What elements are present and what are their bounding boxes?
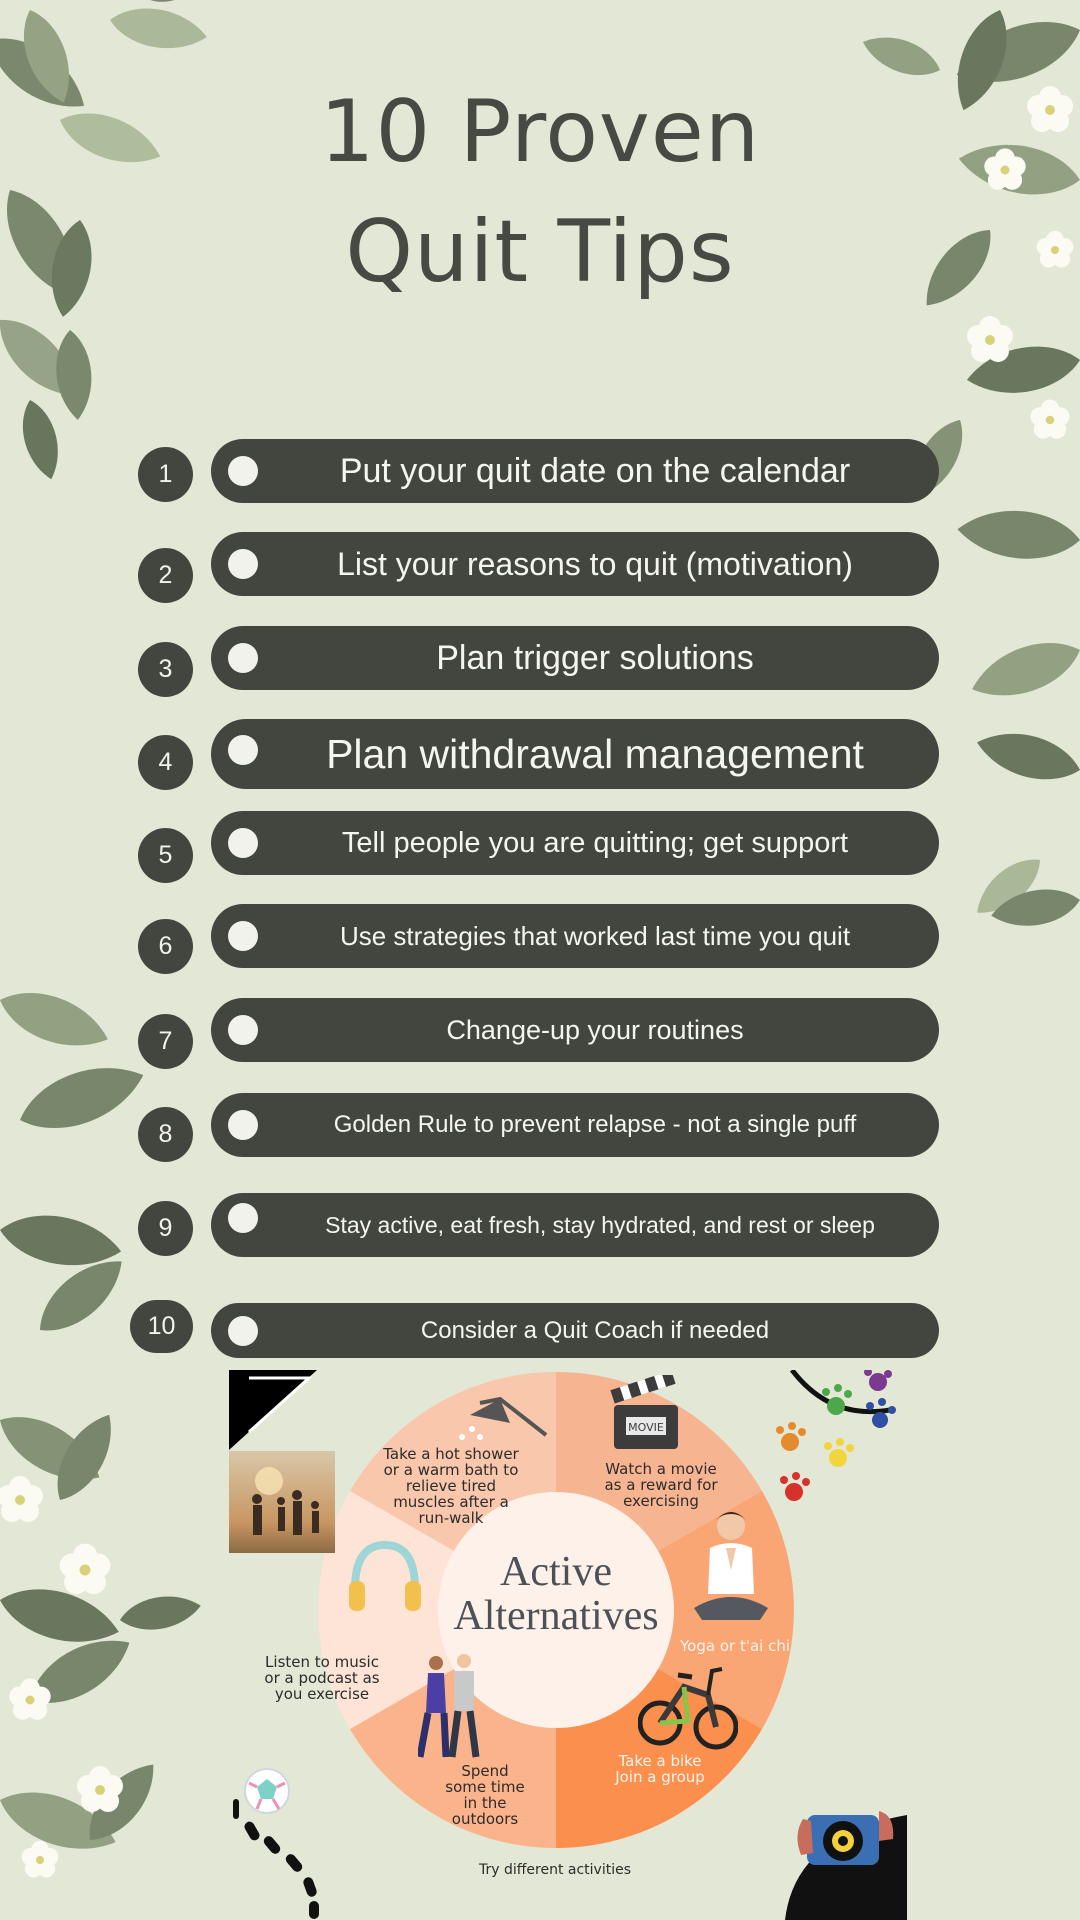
bullet-icon — [228, 735, 258, 765]
tip-pill — [211, 811, 939, 875]
tip-text: Plan trigger solutions — [436, 638, 754, 677]
bullet-icon — [228, 921, 258, 951]
tip-number: 8 — [138, 1107, 193, 1162]
tip-pill — [211, 998, 939, 1062]
bullet-icon — [228, 549, 258, 579]
tip-pill — [211, 1303, 939, 1358]
tip-pill — [211, 1193, 939, 1257]
bullet-icon — [228, 1203, 258, 1233]
yoga-person-icon — [690, 1508, 772, 1628]
tip-pill — [211, 532, 939, 596]
wheel-title: Active Alternatives — [453, 1549, 659, 1639]
tip-text: Golden Rule to prevent relapse - not a single puff — [333, 1111, 857, 1138]
tip-text: Consider a Quit Coach if needed — [420, 1316, 770, 1344]
soccer-ball-icon — [229, 1765, 339, 1920]
tip-pill — [211, 626, 939, 690]
tip-pill — [211, 1093, 939, 1157]
tip-text: Put your quit date on the calendar — [339, 451, 851, 490]
tip-number: 9 — [138, 1201, 193, 1256]
tip-number: 3 — [138, 642, 193, 697]
shower-icon — [450, 1393, 550, 1453]
tip-text: Change-up your routines — [446, 1014, 744, 1045]
page-title-line1: 10 Proven — [319, 82, 761, 182]
shower-label: Take a hot shower or a warm bath to relieve tired muscles after a run-walk — [383, 1445, 519, 1527]
tip-text: Tell people you are quitting; get support — [341, 826, 849, 859]
bullet-icon — [228, 456, 258, 486]
tip-number: 5 — [138, 828, 193, 883]
tip-pill — [211, 719, 939, 789]
bullet-icon — [228, 1110, 258, 1140]
movie-sign-text: MOVIE — [628, 1421, 664, 1434]
bullet-icon — [228, 1316, 258, 1346]
yoga-label: Yoga or t'ai chi — [680, 1637, 790, 1655]
walking-people-icon — [418, 1653, 482, 1763]
bullet-icon — [228, 1015, 258, 1045]
tip-number: 2 — [138, 548, 193, 603]
movie-clapper-icon — [610, 1375, 682, 1453]
tip-number: 4 — [138, 735, 193, 790]
tip-pill — [211, 439, 939, 503]
bullet-icon — [228, 828, 258, 858]
tip-text: Plan withdrawal management — [326, 730, 864, 777]
paw-prints-icon — [770, 1370, 910, 1510]
bullet-icon — [228, 643, 258, 673]
music-label: Listen to music or a podcast as you exercise — [264, 1653, 380, 1703]
tip-number: 6 — [138, 919, 193, 974]
page-title-line2: Quit Tips — [345, 202, 735, 302]
tip-number: 10 — [130, 1300, 193, 1353]
camera-icon — [775, 1795, 907, 1920]
movie-label: Watch a movie as a reward for exercising — [604, 1460, 718, 1510]
tip-text: List your reasons to quit (motivation) — [337, 545, 853, 582]
tip-number: 7 — [138, 1014, 193, 1069]
headphones-icon — [345, 1537, 425, 1617]
tip-text: Stay active, eat fresh, stay hydrated, and rest or sleep — [325, 1211, 875, 1238]
bike-label: Take a bike Join a group — [615, 1752, 705, 1786]
corner-ribbon-shape — [229, 1370, 317, 1450]
family-photo — [229, 1451, 335, 1553]
outdoors-label: Spend some time in the outdoors — [445, 1762, 525, 1828]
tip-number: 1 — [138, 447, 193, 502]
tip-pill — [211, 904, 939, 968]
wheel-caption: Try different activities — [478, 1862, 631, 1878]
bicycle-icon — [638, 1655, 738, 1755]
tip-text: Use strategies that worked last time you quit — [339, 920, 851, 951]
